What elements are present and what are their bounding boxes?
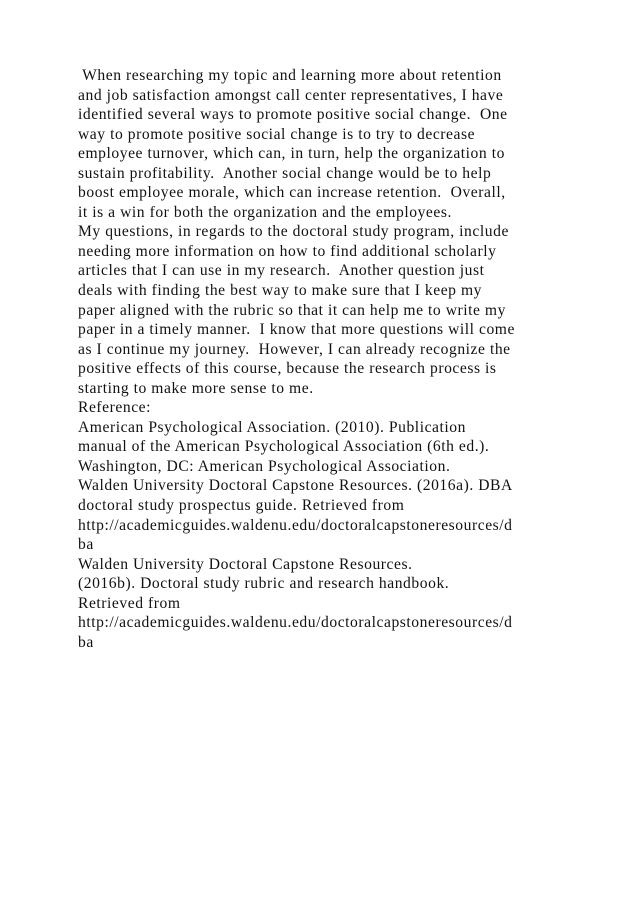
paragraph-1-line-7: boost employee morale, which can increase retention. Overall, [78, 184, 506, 202]
reference-3-url-line-1: http://academicguides.waldenu.edu/doctoralcapstoneresources/d [78, 614, 513, 632]
reference-3-line-1: Walden University Doctoral Capstone Resources. [78, 555, 413, 573]
reference-3-line-2: (2016b). Doctoral study rubric and research handbook. [78, 575, 450, 593]
paragraph-1-line-8: it is a win for both the organization and the employees. [78, 203, 452, 221]
paragraph-2-line-6: paper in a timely manner. I know that more questions will come [78, 321, 515, 339]
reference-1-line-3: Washington, DC: American Psychological Association. [78, 457, 451, 475]
reference-2-url-line-1: http://academicguides.waldenu.edu/doctoralcapstoneresources/d [78, 516, 513, 534]
reference-3-line-3: Retrieved from [78, 594, 181, 612]
paragraph-1-line-5: employee turnover, which can, in turn, help the organization to [78, 145, 505, 163]
paragraph-1-line-4: way to promote positive social change is to try to decrease [78, 125, 476, 143]
reference-2-url-line-2: ba [78, 536, 94, 554]
paragraph-2-line-2: needing more information on how to find additional scholarly [78, 242, 497, 260]
paragraph-2-line-8: positive effects of this course, because the research process is [78, 360, 497, 378]
paragraph-2-line-4: deals with finding the best way to make sure that I keep my [78, 282, 483, 300]
paragraph-2-line-3: articles that I can use in my research. Another question just [78, 262, 485, 280]
reference-2-line-1: Walden University Doctoral Capstone Resources. (2016a). DBA [78, 477, 513, 495]
paragraph-1-line-6: sustain profitability. Another social change would be to help [78, 164, 492, 182]
reference-3-url-line-2: ba [78, 633, 94, 651]
reference-2-line-2: doctoral study prospectus guide. Retrieved from [78, 497, 405, 515]
paragraph-2-line-1: My questions, in regards to the doctoral study program, include [78, 223, 509, 241]
paragraph-2-line-5: paper aligned with the rubric so that it can help me to write my [78, 301, 506, 319]
paragraph-1-line-3: identified several ways to promote positive social change. One [78, 106, 508, 124]
reference-1-line-1: American Psychological Association. (2010). Publication [78, 418, 466, 436]
paragraph-1-line-2: and job satisfaction amongst call center representatives, I have [78, 86, 504, 104]
reference-heading: Reference: [78, 399, 152, 417]
document-body [78, 66, 568, 652]
reference-1-line-2: manual of the American Psychological Association (6th ed.). [78, 438, 490, 456]
paragraph-1-line-1: When researching my topic and learning more about retention [78, 67, 502, 84]
paragraph-2-line-9: starting to make more sense to me. [78, 379, 314, 397]
paragraph-2-line-7: as I continue my journey. However, I can already recognize the [78, 340, 511, 358]
